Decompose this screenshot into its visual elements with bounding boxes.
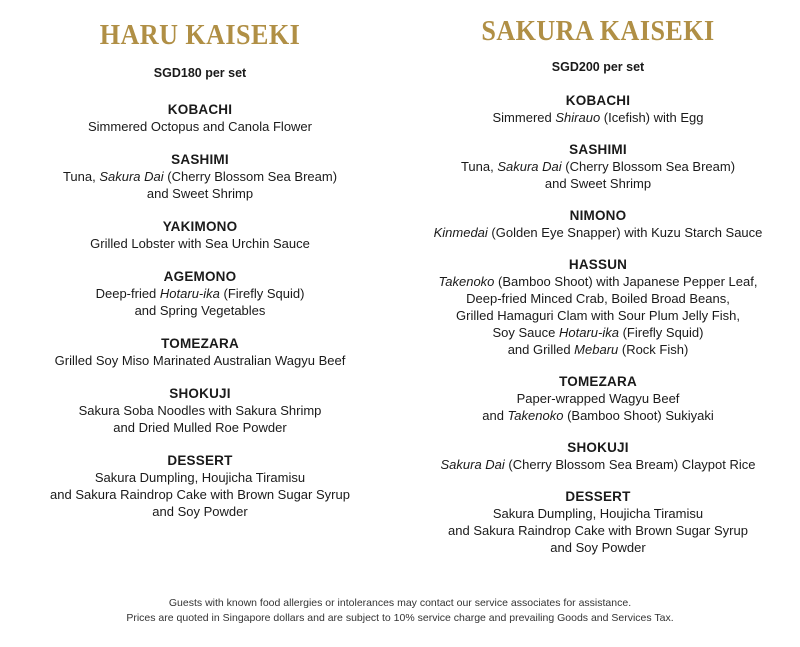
text-segment: and Spring Vegetables xyxy=(134,303,266,318)
text-segment: and xyxy=(482,408,508,423)
course-sashimi xyxy=(0,151,400,202)
text-segment: Grilled Soy Miso Marinated Australian Wagyu Beef xyxy=(54,353,346,368)
text-segment: (Cherry Blossom Sea Bream) xyxy=(561,159,736,174)
course-hassun xyxy=(398,256,798,358)
course-description-line xyxy=(398,505,798,522)
course-name: SHOKUJI xyxy=(567,440,629,455)
course-name: SASHIMI xyxy=(569,142,627,157)
course-description-line xyxy=(398,390,798,407)
course-description-line xyxy=(398,158,798,175)
menu-title: HARU KAISEKI xyxy=(99,19,301,51)
course-description-line xyxy=(0,235,400,252)
text-segment: and Sweet Shrimp xyxy=(146,186,254,201)
course-list xyxy=(398,92,798,556)
text-segment: Soy Sauce xyxy=(492,325,559,340)
italic-term: Shirauo xyxy=(555,110,601,125)
italic-term: Sakura Dai xyxy=(497,159,562,174)
text-segment: (Golden Eye Snapper) with Kuzu Starch Sauce xyxy=(487,225,763,240)
menu-sakura-kaiseki xyxy=(398,0,798,556)
text-segment: Sakura Dumpling, Houjicha Tiramisu xyxy=(94,470,306,485)
course-tomezara xyxy=(398,373,798,424)
course-description-line xyxy=(0,402,400,419)
text-segment: Deep-fried Minced Crab, Boiled Broad Beans, xyxy=(466,291,730,306)
course-name: DESSERT xyxy=(565,489,631,504)
course-description-line xyxy=(398,407,798,424)
course-description-line xyxy=(0,185,400,202)
course-description-line xyxy=(0,469,400,486)
text-segment: (Icefish) with Egg xyxy=(600,110,704,125)
course-name: YAKIMONO xyxy=(162,219,238,234)
text-segment: and Sweet Shrimp xyxy=(544,176,652,191)
course-name: NIMONO xyxy=(569,208,627,223)
course-name: HASSUN xyxy=(568,257,628,272)
course-sashimi xyxy=(398,141,798,192)
course-kobachi xyxy=(0,101,400,135)
course-list xyxy=(0,101,400,520)
course-description-line xyxy=(0,118,400,135)
text-segment: (Bamboo Shoot) Sukiyaki xyxy=(563,408,714,423)
text-segment: Sakura Dumpling, Houjicha Tiramisu xyxy=(492,506,704,521)
course-description-line xyxy=(0,419,400,436)
course-description-line xyxy=(0,302,400,319)
course-kobachi xyxy=(398,92,798,126)
text-segment: (Firefly Squid) xyxy=(618,325,704,340)
text-segment: Tuna, xyxy=(460,159,498,174)
menu-title: SAKURA KAISEKI xyxy=(481,15,715,47)
text-segment: and Grilled xyxy=(507,342,575,357)
text-segment: and Soy Powder xyxy=(152,504,248,519)
text-segment: (Cherry Blossom Sea Bream) Claypot Rice xyxy=(504,457,756,472)
course-shokuji xyxy=(0,385,400,436)
course-description-line xyxy=(398,109,798,126)
text-segment: Tuna, xyxy=(62,169,100,184)
course-description-line xyxy=(398,307,798,324)
course-name: SHOKUJI xyxy=(169,386,231,401)
course-name: DESSERT xyxy=(167,453,233,468)
course-description-line xyxy=(398,324,798,341)
course-description-line xyxy=(0,486,400,503)
italic-term: Sakura Dai xyxy=(440,457,505,472)
course-description-line xyxy=(0,352,400,369)
text-segment: (Cherry Blossom Sea Bream) xyxy=(163,169,338,184)
course-description-line xyxy=(0,168,400,185)
course-yakimono xyxy=(0,218,400,252)
course-description-line xyxy=(398,522,798,539)
italic-term: Hotaru-ika xyxy=(559,325,619,340)
course-description-line xyxy=(398,456,798,473)
italic-term: Takenoko xyxy=(507,408,564,423)
text-segment: Simmered Octopus and Canola Flower xyxy=(88,119,312,134)
text-segment: Sakura Soba Noodles with Sakura Shrimp xyxy=(78,403,322,418)
allergy-notice: Guests with known food allergies or intolerances may contact our service associates for assistance. xyxy=(168,597,632,609)
italic-term: Kinmedai xyxy=(433,225,488,240)
text-segment: Grilled Lobster with Sea Urchin Sauce xyxy=(90,236,310,251)
course-name: TOMEZARA xyxy=(559,374,637,389)
course-name: AGEMONO xyxy=(163,269,237,284)
course-description-line xyxy=(0,285,400,302)
text-segment: and Sakura Raindrop Cake with Brown Sugar Syrup xyxy=(448,523,748,538)
course-description-line xyxy=(398,341,798,358)
text-segment: and Soy Powder xyxy=(550,540,646,555)
text-segment: (Firefly Squid) xyxy=(219,286,305,301)
course-description-line xyxy=(398,175,798,192)
pricing-notice: Prices are quoted in Singapore dollars and are subject to 10% service charge and prevailing Goods and Services Tax. xyxy=(126,612,674,624)
italic-term: Hotaru-ika xyxy=(159,286,220,301)
menu-price: SGD200 per set xyxy=(551,60,645,74)
italic-term: Takenoko xyxy=(438,274,495,289)
menu-haru-kaiseki xyxy=(0,0,400,520)
text-segment: Simmered xyxy=(492,110,556,125)
course-description-line xyxy=(398,224,798,241)
text-segment: and Sakura Raindrop Cake with Brown Sugar Syrup xyxy=(50,487,350,502)
course-tomezara xyxy=(0,335,400,369)
course-dessert xyxy=(0,452,400,520)
course-description-line xyxy=(398,539,798,556)
text-segment: (Bamboo Shoot) with Japanese Pepper Leaf, xyxy=(494,274,758,289)
italic-term: Mebaru xyxy=(574,342,619,357)
course-name: KOBACHI xyxy=(167,102,233,117)
course-nimono xyxy=(398,207,798,241)
footer-notice xyxy=(0,596,800,626)
course-description-line xyxy=(398,273,798,290)
course-description-line xyxy=(0,503,400,520)
text-segment: Paper-wrapped Wagyu Beef xyxy=(516,391,680,406)
text-segment: Deep-fried xyxy=(95,286,160,301)
text-segment: Grilled Hamaguri Clam with Sour Plum Jelly Fish, xyxy=(456,308,740,323)
course-shokuji xyxy=(398,439,798,473)
text-segment: (Rock Fish) xyxy=(618,342,689,357)
course-name: SASHIMI xyxy=(171,152,229,167)
course-dessert xyxy=(398,488,798,556)
menu-price: SGD180 per set xyxy=(153,66,247,80)
text-segment: and Dried Mulled Roe Powder xyxy=(113,420,287,435)
course-description-line xyxy=(398,290,798,307)
course-agemono xyxy=(0,268,400,319)
course-name: TOMEZARA xyxy=(161,336,239,351)
italic-term: Sakura Dai xyxy=(99,169,164,184)
course-name: KOBACHI xyxy=(565,93,631,108)
